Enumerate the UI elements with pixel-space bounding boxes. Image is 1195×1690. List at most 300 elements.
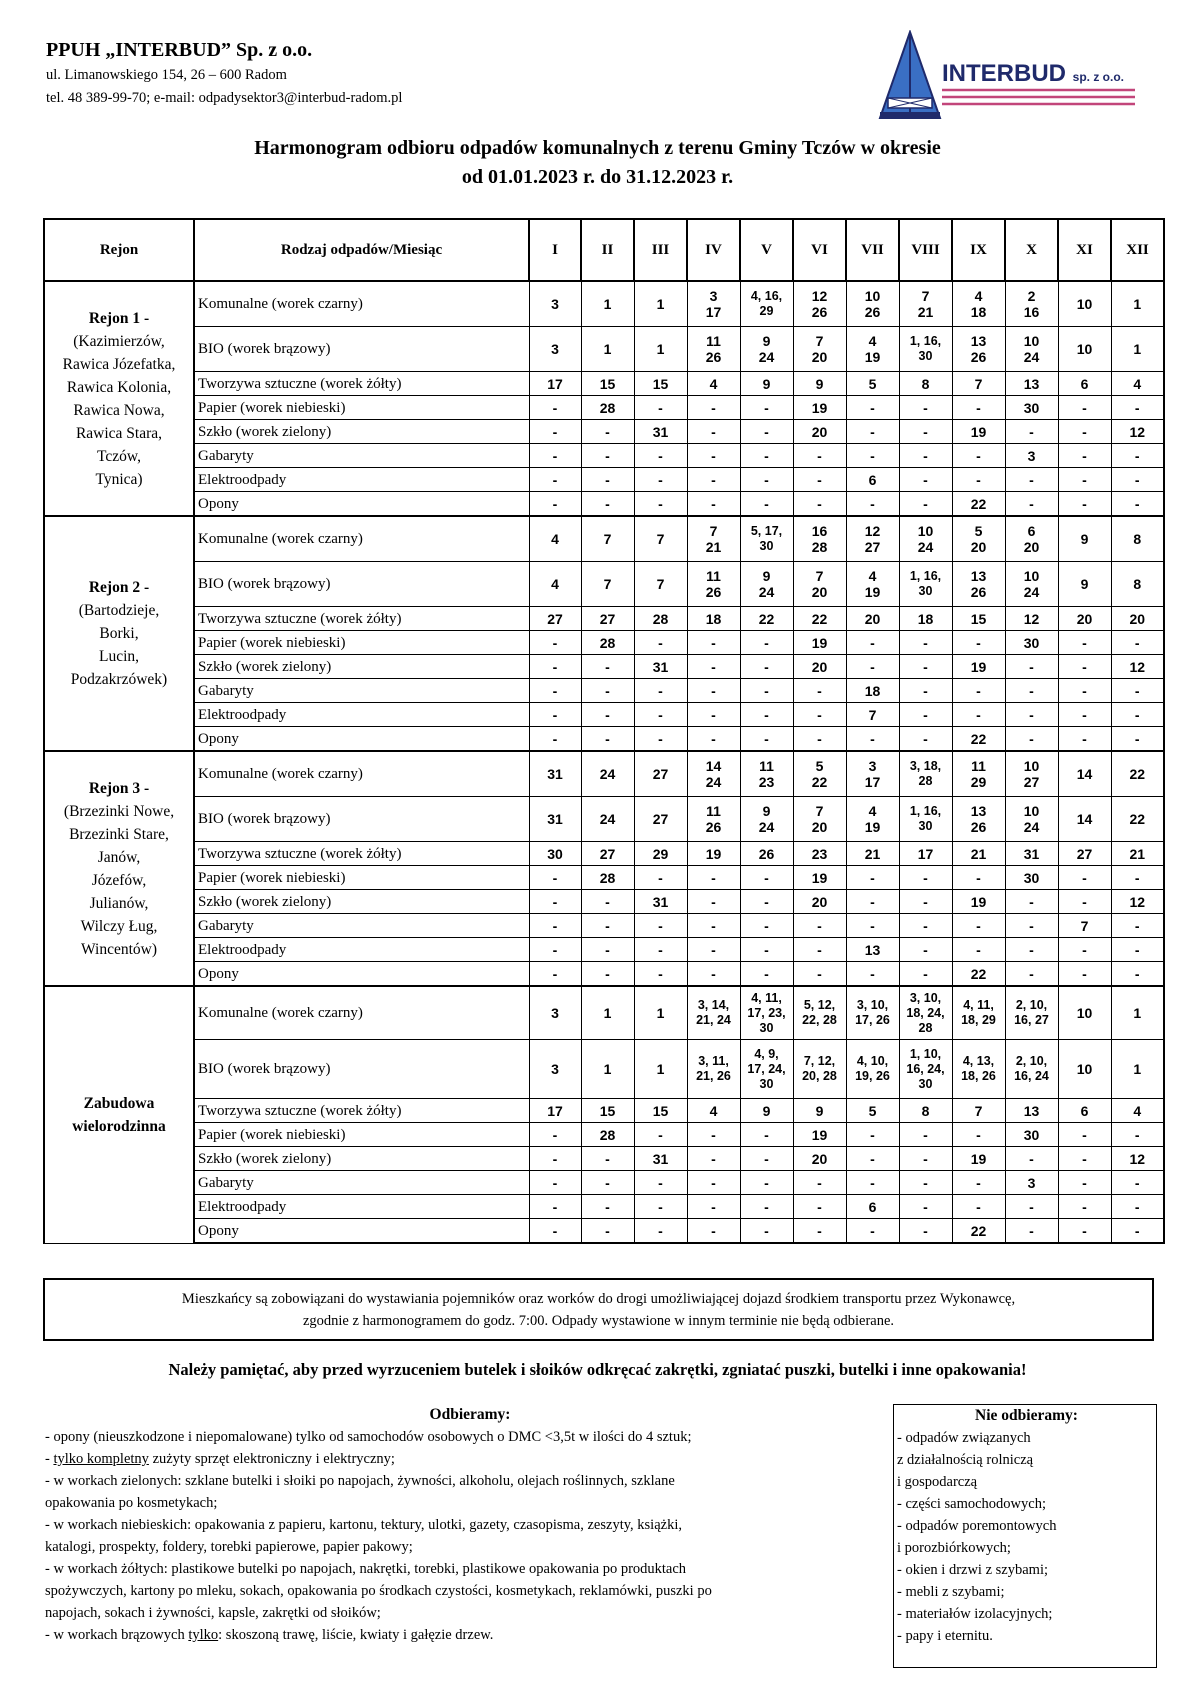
date-cell (1111, 890, 1164, 914)
accepted-item: - w workach zielonych: szklane butelki i słoiki po napojach, żywności, alkoholu, olejach roślinnych, szklane (45, 1473, 675, 1489)
accepted-item: - w workach żółtych: plastikowe butelki po napojach, nakrętki, torebki, plastikowe opakowania po produktach (45, 1561, 687, 1577)
date-value: 23 (758, 774, 775, 790)
date-value: 3 (551, 296, 559, 312)
date-value: 21 (1129, 845, 1146, 862)
date-value: 21 (917, 304, 934, 320)
date-cell (899, 797, 952, 842)
date-value: - (976, 706, 981, 723)
date-cell (529, 1099, 581, 1123)
date-cell (529, 1195, 581, 1219)
date-value: 10 (1076, 296, 1093, 312)
date-cell (529, 938, 581, 962)
date-value: 17, 24, (747, 1061, 786, 1076)
date-value: - (764, 917, 769, 934)
date-value: - (552, 399, 558, 416)
date-cell (1111, 962, 1164, 987)
date-cell (1111, 372, 1164, 396)
table-row (44, 751, 1164, 797)
date-cell (1111, 842, 1164, 866)
date-value: - (764, 941, 769, 958)
date-value: - (976, 917, 981, 934)
date-value: 21, 24 (696, 1013, 731, 1027)
date-cell (634, 986, 687, 1040)
date-cell (634, 938, 687, 962)
date-cell (581, 679, 634, 703)
date-value: - (552, 682, 558, 699)
date-value: 6 (1027, 523, 1036, 539)
date-cell (529, 444, 581, 468)
date-value: - (711, 1126, 716, 1143)
date-cell (1111, 797, 1164, 842)
date-value: 31 (652, 893, 669, 910)
date-value: 19 (811, 634, 828, 651)
date-value: 20 (1023, 539, 1040, 555)
date-cell (687, 962, 740, 987)
date-cell (793, 890, 846, 914)
date-value: 4, 16, (750, 289, 783, 303)
date-cell (846, 1040, 899, 1099)
date-cell (1005, 890, 1058, 914)
date-cell (1111, 468, 1164, 492)
date-cell (581, 281, 634, 327)
rejected-item: - części samochodowych; (897, 1496, 1046, 1512)
date-value: 1 (603, 341, 612, 357)
date-cell (1058, 372, 1111, 396)
date-value: 3 (709, 288, 718, 304)
date-value: 19 (970, 658, 987, 675)
date-cell (1005, 1099, 1058, 1123)
date-cell (581, 866, 634, 890)
date-cell (952, 1099, 1005, 1123)
date-value: 10 (917, 523, 934, 539)
date-cell (634, 516, 687, 562)
date-cell (687, 1040, 740, 1099)
date-cell (952, 1147, 1005, 1171)
date-cell (1058, 938, 1111, 962)
table-row (44, 1195, 1164, 1219)
date-cell (846, 1147, 899, 1171)
date-value: - (552, 730, 558, 747)
date-value: 3 (551, 1061, 559, 1077)
date-cell (952, 396, 1005, 420)
region-place: Rawica Józefatka, (62, 355, 176, 373)
date-cell (899, 986, 952, 1040)
table-row (44, 444, 1164, 468)
date-cell (952, 727, 1005, 752)
date-value: - (605, 1198, 610, 1215)
date-value: - (658, 1198, 663, 1215)
date-value: 26 (970, 584, 987, 600)
date-cell (740, 703, 793, 727)
date-value: 8 (921, 375, 930, 392)
date-value: - (817, 965, 822, 982)
company-name: PPUH „INTERBUD” Sp. z o.o. (46, 39, 313, 61)
date-cell (529, 1123, 581, 1147)
date-value: - (1029, 423, 1034, 440)
table-row (44, 281, 1164, 327)
date-value: 16, 24 (1014, 1069, 1049, 1083)
date-value: 5 (974, 523, 983, 539)
date-value: - (552, 1222, 558, 1239)
date-cell (581, 890, 634, 914)
date-cell (1111, 655, 1164, 679)
date-cell (899, 842, 952, 866)
date-value: 21 (864, 845, 881, 862)
date-value: - (711, 730, 716, 747)
date-cell (581, 444, 634, 468)
date-cell (899, 914, 952, 938)
date-cell (1111, 444, 1164, 468)
date-cell (846, 420, 899, 444)
date-cell (634, 327, 687, 372)
date-value: - (1082, 1198, 1087, 1215)
title-line-2: od 01.01.2023 r. do 31.12.2023 r. (461, 166, 734, 188)
date-value: - (1082, 706, 1087, 723)
date-cell (1005, 914, 1058, 938)
date-value: 5, 17, (750, 524, 783, 538)
date-cell (1005, 1219, 1058, 1244)
date-value: - (1082, 1222, 1087, 1239)
date-cell (581, 1123, 634, 1147)
date-cell (899, 703, 952, 727)
waste-type: Komunalne (worek czarny) (194, 281, 529, 327)
date-value: - (870, 423, 875, 440)
date-value: - (870, 1174, 875, 1191)
date-value: - (1134, 706, 1140, 723)
date-cell (793, 516, 846, 562)
date-cell (846, 703, 899, 727)
date-cell (899, 1171, 952, 1195)
date-cell (1111, 914, 1164, 938)
date-cell (793, 396, 846, 420)
date-cell (529, 727, 581, 752)
date-value: - (923, 965, 928, 982)
date-value: 20 (811, 893, 828, 910)
date-cell (581, 962, 634, 987)
date-cell (529, 842, 581, 866)
date-cell (1111, 866, 1164, 890)
date-value: 9 (762, 375, 771, 392)
date-cell (899, 281, 952, 327)
date-cell (529, 372, 581, 396)
date-value: 22 (1129, 811, 1146, 827)
date-cell (793, 842, 846, 866)
date-value: - (1082, 965, 1087, 982)
date-cell (793, 727, 846, 752)
accepted-emphasis: tylko (188, 1627, 219, 1643)
date-cell (529, 420, 581, 444)
date-value: 31 (652, 658, 669, 675)
date-value: - (1134, 682, 1140, 699)
date-cell (687, 866, 740, 890)
date-value: - (1029, 471, 1034, 488)
date-value: 27 (652, 766, 669, 782)
date-cell (581, 607, 634, 631)
date-cell (634, 797, 687, 842)
rejected-item: - odpadów związanych (897, 1430, 1031, 1446)
date-cell (634, 1040, 687, 1099)
header-month: III (634, 219, 687, 281)
date-value: 24 (758, 819, 775, 835)
date-cell (1005, 420, 1058, 444)
date-value: - (711, 869, 716, 886)
date-cell (740, 281, 793, 327)
date-value: 7 (815, 333, 824, 349)
header-type: Rodzaj odpadów/Miesiąc (194, 219, 529, 281)
date-value: 7 (603, 576, 612, 592)
date-cell (793, 372, 846, 396)
accepted-text: - w workach brązowych (45, 1627, 189, 1643)
waste-type: Komunalne (worek czarny) (194, 516, 529, 562)
region-name: Zabudowa (83, 1094, 155, 1112)
date-value: - (1029, 730, 1034, 747)
date-cell (1058, 797, 1111, 842)
date-value: 11 (706, 568, 721, 584)
date-cell (1111, 1171, 1164, 1195)
date-cell (1058, 842, 1111, 866)
date-value: - (923, 1222, 928, 1239)
date-value: 20 (811, 819, 828, 835)
date-value: 16 (811, 523, 828, 539)
date-cell (687, 727, 740, 752)
waste-type: Opony (194, 962, 529, 987)
date-value: - (764, 447, 769, 464)
date-cell (529, 797, 581, 842)
date-value: - (976, 941, 981, 958)
date-cell (1058, 1123, 1111, 1147)
date-cell (634, 751, 687, 797)
date-value: 22 (970, 730, 987, 747)
date-cell (793, 655, 846, 679)
date-value: - (923, 1150, 928, 1167)
date-cell (1005, 962, 1058, 987)
date-value: - (817, 682, 822, 699)
date-cell (846, 655, 899, 679)
header-month: V (740, 219, 793, 281)
waste-type: Tworzywa sztuczne (worek żółty) (194, 372, 529, 396)
header-month: II (581, 219, 634, 281)
date-value: - (658, 399, 663, 416)
region-name: wielorodzinna (72, 1117, 166, 1135)
date-value: 22 (811, 610, 828, 627)
date-value: 4 (551, 531, 559, 547)
date-value: 28 (811, 539, 828, 555)
date-cell (687, 492, 740, 517)
date-value: - (658, 471, 663, 488)
date-value: - (605, 893, 610, 910)
date-cell (1005, 1123, 1058, 1147)
date-value: - (870, 965, 875, 982)
date-value: 4, 11, (751, 990, 782, 1005)
date-cell (581, 1147, 634, 1171)
date-cell (846, 866, 899, 890)
date-value: 27 (599, 610, 616, 627)
date-value: - (605, 423, 610, 440)
date-cell (793, 1171, 846, 1195)
date-value: 19, 26 (855, 1069, 890, 1083)
rejected-item: - odpadów poremontowych (897, 1518, 1057, 1534)
date-cell (846, 727, 899, 752)
company-header (46, 36, 402, 110)
date-cell (740, 842, 793, 866)
header-month: VII (846, 219, 899, 281)
date-value: 7 (974, 375, 983, 392)
date-value: 28 (652, 610, 669, 627)
date-value: 6 (1080, 375, 1089, 392)
date-cell (1058, 1171, 1111, 1195)
date-value: - (764, 1174, 769, 1191)
date-cell (846, 468, 899, 492)
date-cell (687, 420, 740, 444)
date-cell (687, 468, 740, 492)
accepted-text: : skoszoną trawę, liście, kwiaty i gałęzie drzew. (218, 1627, 494, 1643)
date-value: 6 (868, 471, 877, 488)
date-cell (687, 1171, 740, 1195)
date-value: 27 (864, 539, 881, 555)
table-row (44, 655, 1164, 679)
date-value: 18, 24, (906, 1005, 945, 1020)
date-value: - (764, 682, 769, 699)
date-value: 30 (759, 1020, 774, 1035)
date-value: 11 (706, 333, 721, 349)
table-row (44, 492, 1164, 517)
region-place: Tynica) (95, 470, 143, 488)
date-cell (1005, 866, 1058, 890)
date-value: - (976, 1198, 981, 1215)
date-cell (740, 986, 793, 1040)
date-value: 12 (1129, 658, 1146, 675)
date-value: 26 (705, 584, 722, 600)
date-value: 14 (1076, 811, 1093, 827)
date-value: 24 (599, 811, 616, 827)
date-value: 19 (970, 893, 987, 910)
date-cell (529, 631, 581, 655)
date-cell (529, 1040, 581, 1099)
date-value: - (605, 730, 610, 747)
waste-type: BIO (worek brązowy) (194, 1040, 529, 1099)
date-value: 30 (1023, 634, 1040, 651)
date-cell (846, 1123, 899, 1147)
header-month: IX (952, 219, 1005, 281)
date-cell (899, 631, 952, 655)
date-value: 15 (599, 375, 616, 392)
waste-type: Opony (194, 1219, 529, 1244)
date-value: 14 (705, 758, 722, 774)
region-place: Lucin, (98, 648, 140, 665)
date-value: 3 (1027, 1174, 1036, 1191)
date-cell (634, 562, 687, 607)
date-value: - (1082, 1150, 1087, 1167)
date-cell (1058, 890, 1111, 914)
date-cell (1005, 327, 1058, 372)
date-value: 11 (759, 758, 774, 774)
date-cell (581, 914, 634, 938)
date-cell (529, 914, 581, 938)
date-cell (740, 1123, 793, 1147)
date-value: - (658, 869, 663, 886)
date-cell (581, 468, 634, 492)
header-month: VI (793, 219, 846, 281)
rejected-item: - mebli z szybami; (897, 1584, 1005, 1600)
date-cell (634, 492, 687, 517)
date-value: - (923, 682, 928, 699)
date-cell (1058, 962, 1111, 987)
accepted-item: opakowania po kosmetykach; (45, 1495, 218, 1511)
header-region: Rejon (44, 219, 194, 281)
date-cell (581, 703, 634, 727)
date-value: - (923, 893, 928, 910)
date-cell (687, 938, 740, 962)
date-value: - (1082, 447, 1087, 464)
date-value: - (923, 1126, 928, 1143)
date-cell (846, 281, 899, 327)
table-row (44, 1147, 1164, 1171)
waste-type: Elektroodpady (194, 468, 529, 492)
date-cell (687, 751, 740, 797)
waste-type: Tworzywa sztuczne (worek żółty) (194, 1099, 529, 1123)
date-cell (846, 607, 899, 631)
date-value: 19 (811, 399, 828, 416)
region-name: Rejon 1 - (88, 309, 150, 327)
date-cell (899, 1219, 952, 1244)
date-cell (740, 1147, 793, 1171)
date-value: 4, 11, (963, 998, 994, 1012)
date-value: 16, 27 (1014, 1013, 1049, 1027)
date-value: 23 (811, 845, 828, 862)
date-value: - (1134, 941, 1140, 958)
table-row (44, 396, 1164, 420)
date-cell (687, 890, 740, 914)
date-value: - (764, 1150, 769, 1167)
date-cell (634, 962, 687, 987)
date-value: - (605, 917, 610, 934)
date-cell (952, 281, 1005, 327)
date-cell (687, 986, 740, 1040)
date-value: - (1082, 399, 1087, 416)
date-cell (899, 492, 952, 517)
notice-line-1: Mieszkańcy są zobowiązani do wystawiania pojemników oraz worków do drogi umożliwiającej dojazd środkiem transportu przez Wykonawcę, (181, 1291, 1016, 1307)
date-value: 4 (551, 576, 559, 592)
date-cell (899, 655, 952, 679)
date-value: - (552, 917, 558, 934)
date-cell (687, 1123, 740, 1147)
date-value: 10 (1076, 341, 1093, 357)
date-value: - (1134, 730, 1140, 747)
date-cell (740, 962, 793, 987)
date-value: 30 (918, 1076, 933, 1091)
date-cell (529, 607, 581, 631)
date-cell (846, 938, 899, 962)
date-cell (581, 516, 634, 562)
date-value: - (817, 1198, 822, 1215)
date-value: - (1082, 941, 1087, 958)
date-cell (952, 372, 1005, 396)
date-cell (529, 866, 581, 890)
date-cell (952, 962, 1005, 987)
date-value: 22 (970, 1222, 987, 1239)
date-cell (952, 1171, 1005, 1195)
logo-brand-text: INTERBUD (942, 60, 1066, 87)
date-cell (581, 842, 634, 866)
date-cell (581, 396, 634, 420)
date-cell (1005, 444, 1058, 468)
date-value: 24 (1023, 819, 1040, 835)
date-value: 19 (864, 584, 881, 600)
date-value: 28 (599, 634, 616, 651)
date-cell (634, 1171, 687, 1195)
date-cell (899, 890, 952, 914)
date-value: - (870, 869, 875, 886)
